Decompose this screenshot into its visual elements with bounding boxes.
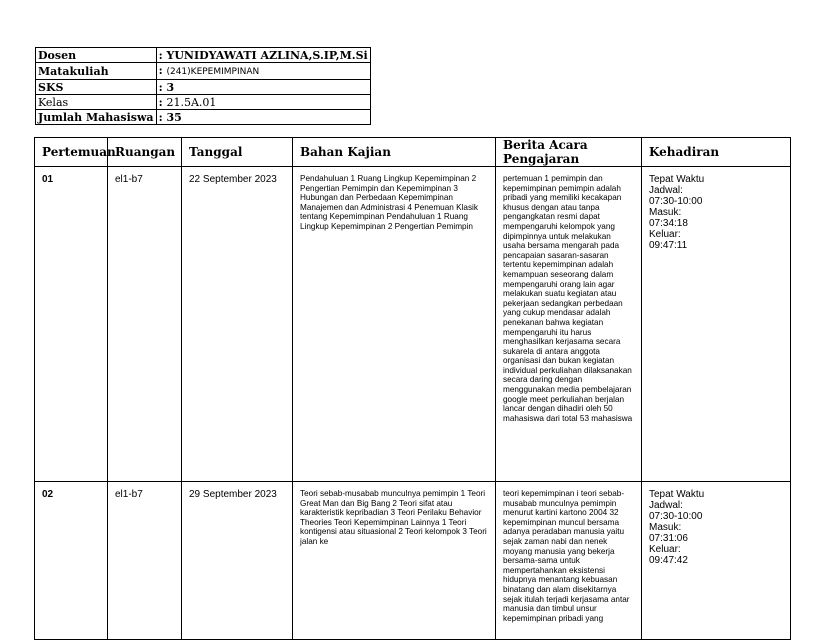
- keluar-value: 09:47:11: [649, 240, 688, 251]
- tanggal-value: 29 September 2023: [182, 482, 293, 640]
- ruangan-value: el1-b7: [108, 482, 182, 640]
- tanggal-value: 22 September 2023: [182, 167, 293, 482]
- header-bahan-kajian: Bahan Kajian: [293, 138, 496, 167]
- course-info-table: [35, 47, 371, 125]
- info-row-matakuliah: Matakuliah : (241)KEPEMIMPINAN: [36, 63, 371, 80]
- masuk-label: Masuk:: [649, 522, 682, 533]
- jadwal-label: Jadwal:: [649, 500, 683, 511]
- header-ruangan: Ruangan: [108, 138, 182, 167]
- info-row-sks: SKS : 3: [36, 80, 371, 95]
- keluar-label: Keluar:: [649, 544, 681, 555]
- jumlah-value: 35: [166, 111, 182, 124]
- sks-label: SKS: [36, 80, 157, 95]
- pertemuan-number: 01: [35, 167, 108, 482]
- kelas-label: Kelas: [36, 95, 157, 110]
- kelas-value: 21.5A.01: [166, 96, 217, 109]
- masuk-value: 07:31:06: [649, 533, 688, 544]
- bahan-kajian-text: Pendahuluan 1 Ruang Lingkup Kepemimpinan 2 Pengertian Pemimpin dan Kepemimpinan 3 Hubungan dan Perbedaan Kepemimpinan Manajemen dan Administrasi 4 Penemuan Klasik tentang Kepemimpinan Pendahuluan 1 Ruang Lingkup Kepemimpinan 2 Pengertian Pemimpin: [293, 167, 496, 482]
- ruangan-value: el1-b7: [108, 167, 182, 482]
- dosen-label: Dosen: [36, 48, 157, 63]
- info-row-kelas: Kelas : 21.5A.01: [36, 95, 371, 110]
- jumlah-label: Jumlah Mahasiswa: [36, 110, 157, 125]
- info-row-dosen: Dosen : YUNIDYAWATI AZLINA,S.IP,M.Si: [36, 48, 371, 63]
- table-row: [35, 167, 791, 482]
- bahan-kajian-text: Teori sebab-musabab munculnya pemimpin 1 Teori Great Man dan Big Bang 2 Teori sifat atau karakteristik kepribadian 3 Teori Perilaku Behavior Theories Teori Kepemimpinan Lainnya 1 Teori kontigensi atau situasional 2 Teori kelompok 3 Teori jalan ke: [293, 482, 496, 640]
- attendance-table: [34, 137, 791, 640]
- jadwal-label: Jadwal:: [649, 185, 683, 196]
- status-text: Tepat Waktu: [649, 174, 705, 185]
- table-row: [35, 482, 791, 640]
- berita-acara-text: teori kepemimpinan i teori sebab-musabab munculnya pemimpin menurut kartini kartono 2004 32 kepemimpinan muncul bersama adanya peradaban manusia yaitu sejak zaman nabi dan nenek moyang manusia yang bekerja bersama-sama untuk mempertahankan eksistensi hidupnya menantang kebuasan binatang dan alam disekitarnya sejak itulah terjadi kerjasama antar manusia dan timbul unsur kepemimpinan pribadi yang: [496, 482, 642, 640]
- pertemuan-number: 02: [35, 482, 108, 640]
- berita-acara-text: pertemuan 1 pemimpin dan kepemimpinan pemimpin adalah pribadi yang memiliki kecakapan khusus dengan atau tanpa pengangkatan resmi dapat mempengaruhi kelompok yang dipimpinnya untuk melakukan usaha bersama mengarah pada pencapaian sasaran-sasaran tertentu kepemimpinan adalah kemampuan seseorang dalam mempengaruhi orang lain agar melakukan suatu kegiatan atau pekerjaan sedangkan perbedaan yang cukup mendasar adalah penekanan bahwa kegiatan mempengaruhi itu harus menghasilkan kerjasama secara sukarela di antara anggota organisasi dan bukan kegiatan individual perkuliahan dilaksanakan secara daring dengan menggunakan media pembelajaran google meet perkuliahan berjalan lancar dengan dihadiri oleh 50 mahasiswa dari total 53 mahasiswa: [496, 167, 642, 482]
- header-pertemuan: Pertemuan: [35, 138, 108, 167]
- header-kehadiran: Kehadiran: [642, 138, 791, 167]
- matakuliah-value: (241)KEPEMIMPINAN: [166, 67, 260, 77]
- sks-value: 3: [166, 81, 175, 94]
- matakuliah-label: Matakuliah: [36, 63, 157, 80]
- masuk-label: Masuk:: [649, 207, 682, 218]
- kehadiran-cell: [642, 482, 791, 640]
- jadwal-value: 07:30-10:00: [649, 196, 703, 207]
- masuk-value: 07:34:18: [649, 218, 688, 229]
- kehadiran-cell: [642, 167, 791, 482]
- header-tanggal: Tanggal: [182, 138, 293, 167]
- status-text: Tepat Waktu: [649, 489, 705, 500]
- keluar-value: 09:47:42: [649, 555, 688, 566]
- header-berita-acara: Berita Acara Pengajaran: [496, 138, 642, 167]
- info-row-jumlah: Jumlah Mahasiswa : 35: [36, 110, 371, 125]
- dosen-value: YUNIDYAWATI AZLINA,S.IP,M.Si: [166, 49, 368, 62]
- keluar-label: Keluar:: [649, 229, 681, 240]
- jadwal-value: 07:30-10:00: [649, 511, 703, 522]
- table-header-row: [35, 138, 791, 167]
